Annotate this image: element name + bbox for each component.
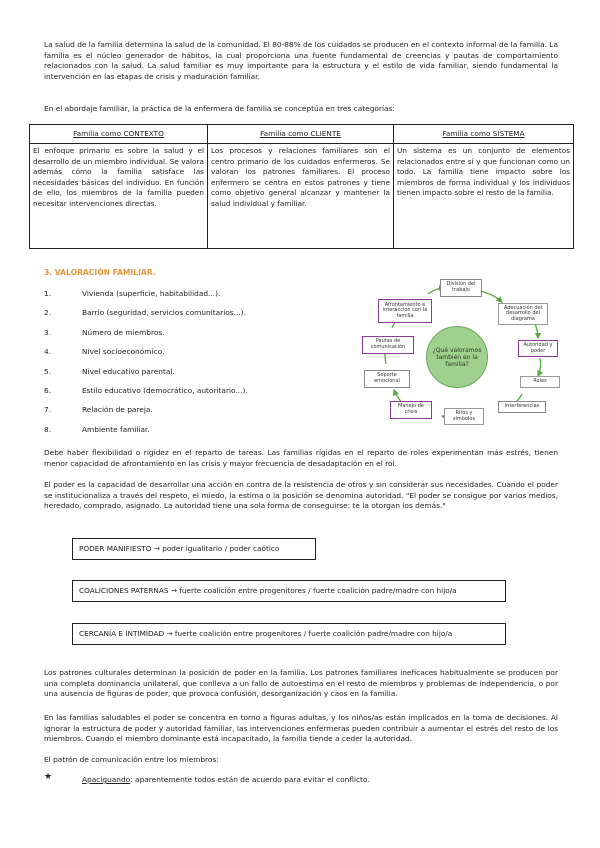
box-poder-manifiesto: PODER MANIFIESTO → poder igualitario / poder caótico bbox=[72, 538, 316, 560]
categories-table bbox=[29, 124, 574, 249]
category-body-sistema: Un sistema es un conjunto de elementos relacionados entre sí y que funcionan como un todo. La familia tiene impacto sobre los miembros de forma individual y los individuos tienen impacto sobre el resto de la familia. bbox=[394, 144, 574, 249]
section-title: 3. VALORACIÓN FAMILIAR. bbox=[44, 268, 156, 277]
list-item bbox=[44, 308, 334, 327]
list-item bbox=[44, 386, 334, 405]
node-soporte-emocional: Soporte emocional bbox=[364, 370, 410, 388]
list-item-text: Barrio (seguridad, servicios comunitarios...). bbox=[82, 308, 246, 318]
list-item-number: 3. bbox=[44, 327, 52, 337]
category-header-cliente: Familia como CLIENTE bbox=[208, 125, 394, 144]
node-roles: Roles bbox=[520, 376, 560, 388]
list-item-number: 6. bbox=[44, 385, 52, 395]
paragraph-healthy-families: En las familias saludables el poder se concentra en torno a figuras adultas, y los niños/as están implicados en la toma de decisiones. Al ignorar la estructura de poder y autoridad familiar, las intervenciones enfermeras pueden contribuir a aumentar el estrés del resto de los miembros. Cuando el miembro dominante está incapacitado, la familia tiende a ceder la autoridad. bbox=[44, 713, 558, 744]
node-afrontamiento: Afrontamiento e interacción con la familia bbox=[378, 299, 432, 323]
list-item-number: 7. bbox=[44, 405, 52, 415]
list-item-text: Ambiente familiar. bbox=[82, 424, 150, 434]
list-item-text: Estilo educativo (democrático, autoritario...). bbox=[82, 385, 248, 395]
star-bullet-icon: ★ bbox=[44, 772, 53, 782]
list-item-text: Nivel socioeconómico. bbox=[82, 347, 165, 357]
node-division-trabajo: División del trabajo bbox=[440, 279, 482, 297]
list-item-number: 5. bbox=[44, 366, 52, 376]
list-item-text: Número de miembros. bbox=[82, 327, 165, 337]
paragraph-power: El poder es la capacidad de desarrollar una acción en contra de la resistencia de otros y sin considerar sus necesidades. Cuando el poder se institucionaliza a través del respeto, el miedo, la estima o la posición se denomina autoridad. "El poder se consigue por varios medios, heredado, comprado, asignado. La autoridad tiene una sola forma de conseguirse: te la otorgan los demás." bbox=[44, 480, 558, 511]
paragraph-cultural-patterns: Los patrones culturales determinan la posición de poder en la familia. Los patrones familiares ineficaces habitualmente se producen por una completa dominancia unilateral, que conlleva a un fallo de autoestima en el resto de miembros y problemas de independencia, o por una ausencia de figuras de poder, que provoca confusión, desorganización y caos en la familia. bbox=[44, 668, 558, 699]
category-header-sistema: Familia como SISTEMA bbox=[394, 125, 574, 144]
list-item bbox=[44, 367, 334, 386]
box-cercania-intimidad: CERCANÍA E INTIMIDAD → fuerte coalición entre progenitores / fuerte coalición padre/madre con hijo/a bbox=[72, 623, 506, 645]
intro-categories-lead: En el abordaje familiar, la práctica de la enfermera de familia se conceptúa en tres categorías: bbox=[44, 104, 395, 113]
diagram-center: ¿Qué valoramos también en la familia? bbox=[426, 326, 488, 388]
list-item bbox=[44, 405, 334, 424]
list-item bbox=[44, 347, 334, 366]
intro-paragraph: La salud de la familia determina la salud de la comunidad. El 80-88% de los cuidados se producen en el contexto informal de la familia. La familia es el núcleo generador de hábitos, la cual proporciona una fuente fundamental de creencias y pautas de comportamiento relacionados con la salud. La salud familiar es muy importante para la estructura y el estilo de vida familiar, siendo fundamental la intervención en las etapas de crisis y maduración familiar. bbox=[44, 40, 558, 81]
list-item-text: Nivel educativo parental. bbox=[82, 366, 175, 376]
category-body-cliente: Los procesos y relaciones familiares son el centro primario de los cuidados enfermeros. Se valoran los patrones familiares. El proceso enfermero se centra en estos patrones y tiene como objetivo general alcanzar y mantener la salud individual y familiar. bbox=[208, 144, 394, 249]
node-manejo-crisis: Manejo de crisis bbox=[390, 401, 432, 419]
assessment-list bbox=[44, 289, 334, 444]
list-item-number: 1. bbox=[44, 289, 52, 298]
category-body-contexto: El enfoque primario es sobre la salud y el desarrollo de un miembro individual. Se valora además cómo la familia satisface las necesidades básicas del individuo. En función de ello, los miembros de la familia pueden necesitar intervenciones directas. bbox=[30, 144, 208, 249]
bullet-text: : aparentemente todos están de acuerdo para evitar el conflicto. bbox=[130, 775, 370, 784]
list-item-text: Relación de pareja. bbox=[82, 405, 153, 415]
list-item-text: Vivienda (superficie, habitabilidad...). bbox=[82, 289, 221, 298]
bullet-term: Apaciguando bbox=[82, 775, 131, 784]
list-item bbox=[44, 289, 334, 308]
paragraph-communication: El patrón de comunicación entre los miembros: bbox=[44, 755, 219, 764]
list-item-number: 2. bbox=[44, 308, 52, 318]
node-ritos-simbolos: Ritos y símbolos bbox=[444, 408, 484, 425]
category-header-contexto: Familia como CONTEXTO bbox=[30, 125, 208, 144]
node-autoridad-poder: Autoridad y poder bbox=[518, 340, 558, 357]
list-item bbox=[44, 328, 334, 347]
node-interferencias: Interferencias bbox=[498, 401, 546, 413]
bullet-apaciguando bbox=[82, 775, 370, 784]
node-pautas-comunicacion: Pautas de comunicación bbox=[362, 336, 414, 354]
list-item bbox=[44, 425, 334, 444]
node-adecuacion-desarrollo: Adecuación del desarrollo del diagrama bbox=[498, 303, 548, 325]
box-coaliciones-paternas: COALICIONES PATERNAS → fuerte coalición entre progenitores / fuerte coalición padre/madre con hijo/a bbox=[72, 580, 506, 602]
family-assessment-diagram bbox=[356, 278, 561, 433]
list-item-number: 8. bbox=[44, 424, 52, 434]
paragraph-flexibility: Debe haber flexibilidad o rigidez en el reparto de tareas. Las familias rígidas en el reparto de roles experimentan más estrés, tienen menor capacidad de afrontamiento en las crisis y mayor frecuencia de desadaptación en el rol. bbox=[44, 448, 558, 468]
list-item-number: 4. bbox=[44, 347, 52, 357]
